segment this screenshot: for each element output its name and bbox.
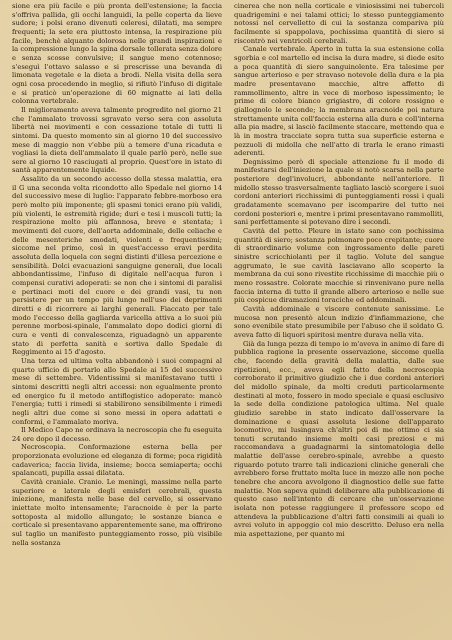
paragraph: Necroscopia. Conformazione esterna bella per proporzionata evoluzione ed eleganza di forme; poca rigidità cadaverica; faccia livida, insieme; bocca semiaperta; occhi spalancati, pupilla assai dilatata.: [12, 443, 222, 478]
paragraph: Cavità addominale e viscere contenute sanissime. Le mucosa non presentò alcun indizio d'infiammazione, che sono evenibile stato presumibile per l'abuso che il soldato G. aveva fatto di liquori spiritosi mentre durava nella vita.: [234, 304, 444, 339]
paragraph: Una terza ed ultima volta abbandonò i suoi compagni al quarto ufficio di portarlo allo Spedale ai 15 del successivo mese di settembre. Videntissimi si manifestavano tutti i sintomi descritti negli altri accessi: non egualmente pronto ed energico fu il metodo antiflogistico adoperato: mancò l'energia; tutti i rimedi si stabilirono sensibilmente i rimedi negli altri due come si sono messi in opera adattati e conformi, e l'ammalato moriva.: [12, 356, 222, 426]
paragraph: sione era più facile e più pronta dell'estensione; la faccia s'offriva pallida, gli occhi languidi, la pelle coperta da lieve sudore; i polsi erano divenuti celeresi, dilatati, ma sempre frequenti; la sete era piuttosto intensa, la respirazione più facile, benchè alquanto dolorosa nelle grandi inspirazioni e la compressione lungo la spina dorsale tollerata senza dolore e senza scosse convulsive; il sangue meno cotennoso; s'eseguì l'ottavo salasso e si prescrisse una bevanda di limonata vegetale e la dieta a brodi. Nella visita della sera ogni cosa procedendo in meglio, si rifiutò l'infuso di digitale e si praticò un'operazione di 60 mignatte ai lati della colonna vertebrale.: [12, 2, 222, 106]
right-column: [234, 2, 444, 640]
paragraph: Assalito da un secondo accesso della stessa malattia, era il G una seconda volta ricondotto allo Spedale nel giorno 14 del successivo mese di luglio: l'apparato febbre-morboso era però molto più imponente; gli spasmi tonici erano più validi, più violenti, le estremità rigide; duri e tesi i muscoli tutti; la respirazione molto più affannosa, breve e stentata; i movimenti del cuore, dell'aorta addominale, delle celiache e delle mesenteriche smodati, violenti e frequentissimi; siccome nel primo, così in quest'accesso eravi perdita assoluta della loquela con segni distinti d'illesa percezione e sensibilità. Dolci evacuazioni sanguigne generali, due locali abbondantissime, l'infuso di digitale nell'acqua furon i compensi curativi adoperati: se non che i sintomi di paralisi e pertinaci moti del cuore e dei grandi vasi, tu non persistere per un tempo più lungo nell'uso dei deprimenti diretti e di ricorrere ai larghi generali. Fiaccato per tale modo l'eccesso della gagliarda varicella attiva a lo suoi più perenne morbosi-spinale, l'ammalato dopo dodici giorni di cura e venti di convalescenza, riguadagnò un apparente stato di perfetta sanità e sortiva dallo Spedale di Reggimento ai 15 d'agosto.: [12, 175, 222, 357]
paragraph: Il Medico Capo ne ordinava la necroscopia che fu eseguita 24 ore dopo il decesso.: [12, 426, 222, 443]
paragraph: Il miglioramento aveva talmente progredito nel giorno 21 che l'ammalato trovossi sgravato verso sera con assoluta libertà nei movimenti e con cessazione totale di tutti li sintomi. Da questo momento sin al giorno 10 del successivo mese di maggio non v'ebbe più a temere d'una ricaduta e vogliasi la dieta dell'ammalato il quale parlò però, nelle sue sere al giorno 10 rasciugati al proprio. Quest'ore in istato di santà apparentemente liquide.: [12, 105, 222, 175]
paragraph: Cavità del petto. Pleure in istato sano con pochissima quantità di siero; sostanza polmonare poco crepitante; cuore di straordinario volume con ingrossamento delle pareti sinistre scricchiolanti per il taglio. Volute del sangue aggrumato, le sue cavità lasciavano allo scoperto la membrana da cui sono rivestite ricchissime di macchie più o meno rossastre. Colorate macchie si rinvenivano pure nella faccia interna di tutto il grande albero arterioso e nelle sue più cospicue diramazioni toraciche ed addominali.: [234, 227, 444, 305]
paragraph: Canale vertebrale. Aperto in tutta la sua estensione colla sgorbia e col martello ed incisa la dura madre, si diede esito a poca quantità di siero sanguinolente. Era talesime per sangue arterioso e per stravaso notevole della dura e la pia madre presentavano macchie, altre affetto di rammollimento, altre in vece di morboso ispessimento; le prime di colore bianco grigiastro, di colore rossigno e giallognolo le seconde; la membrana aracnoide poi natura strettamente unita coll'faccia esterna alla dura e coll'interna alla pia madre, si lasciò facilmente staccare, mettendo qua e là in mostra tracciate sopra tutta sua superficie esterna e pezzuoli di midolla che nell'atto di trarla le erano rimasti aderenti.: [234, 45, 444, 158]
paragraph: Già da lunga pezza di tempo io m'aveva in animo di fare di pubblica ragione la presente osservazione, siccome quella che, facendo della gravità della malattia, dalle sue ripetizioni, ecc., aveva egli fatto della necroscopia corroborato il primitivo giudizio che i due cordoni anteriori del midollo spinale, da molti creduti particolarmente destinati al moto, fossero in modo speciale e quasi esclusivo la sede della condizione patologica ultima. Nel quale giudizio sarebbe in stato indicato dall'osservare la dominazione e quasi assoluta lesione dell'apparato locomotivo, mi lusingava ch'altri poi di me ottimo ci sia tenuti scrutando insieme molti casi preziosi e mi raccomandava a guadagnarmi la sintomatologia delle malattie dell'asse cerebro-spinale, avrebbe a questo riguardo potuto trarre tali indicazioni cliniche generali che avrebbero forse fruttato molta luce in mezzo alle non poche tenebre che ancora avvolgono il diagnostico delle sue fatte malattie. Non sapeva quindi deliberare alla pubblicazione di questo caso nell'intento di cercare che un'osservazione isolata non potesse raggiungere il professore scopo ed attendeva la pubblicazione d'altri fatti consimili ai quali io avrei voluto in appoggio col mio descritto. Deluso era nella mia aspettazione, per quanto mi: [234, 339, 444, 539]
paragraph: Cavità craniale. Cranio. Le meningi, massime nella parte superiore e laterale degli emisferi cerebrali, questa iniezione, manifesta nelle base del cervello, si osservano iniettate molto intensamente; l'aracnoide è per la parte sottoposta al midollo allungato; le sostanze bianca e corticale si presentavano apparentemente sane, ma offrirono sul taglio un manifesto punteggiamento rosso, più visibile nella sostanza: [12, 478, 222, 547]
column-gutter: [227, 2, 229, 640]
text-columns: [12, 2, 444, 640]
paragraph: cinerea che non nella corticale e viniosissimi nei tubercoli quadrigemini e nei talami ottici; lo stesso punteggiamento notossi nel cervelletto di cui la sostanza compariva più facilmente si spappolava, pochissima quantità di siero si riscontrò nei ventricoli cerebrali.: [234, 2, 444, 45]
paragraph: Degnissimo però di speciale attenzione fu il modo di manifestarsi dell'iniezione la quale si notò scarsa nella parte posteriore degl'involucri, abbondante nell'anteriore. Il midollo stesso trasversalmente tagliato lasciò scorgere i suoi cordoni anteriori ricchissimi di punteggiamenti rossi i quali gradatamente scemavano per iscomparire del tutto nei cordoni posteriori e, mentre i primi presentavano rammolliti, sani perfettamente si potevano dire i secondi.: [234, 157, 444, 227]
left-column: [12, 2, 222, 640]
